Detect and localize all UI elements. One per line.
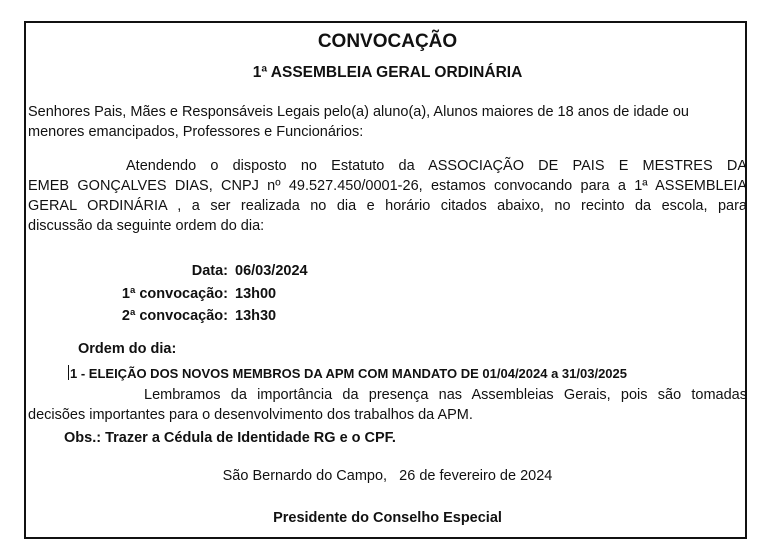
place-date: São Bernardo do Campo, 26 de fevereiro de 2024: [222, 468, 553, 484]
body-line-4: discussão da seguinte ordem do dia:: [28, 218, 265, 234]
body-line-1: Atendendo o disposto no Estatuto da ASSOCIAÇÃO DE PAIS E MESTRES DA: [126, 158, 747, 174]
agenda-heading: Ordem do dia:: [78, 341, 177, 357]
greeting-line-2: menores emancipados, Professores e Funcionários:: [28, 124, 364, 140]
first-call-value: 13h00: [235, 286, 277, 302]
reminder-line-1: Lembramos da importância da presença nas Assembleias Gerais, pois são tomadas: [144, 387, 747, 403]
body-line-3: GERAL ORDINÁRIA , a ser realizada no dia e horário citados abaixo, no recinto da escola, para: [28, 198, 747, 214]
document-frame: [24, 21, 747, 539]
obs-note: Obs.: Trazer a Cédula de Identidade RG e o CPF.: [64, 430, 396, 446]
signature-line: Presidente do Conselho Especial: [273, 510, 502, 526]
document-title: CONVOCAÇÃO: [317, 31, 458, 52]
second-call-label: 2ª convocação:: [121, 308, 228, 324]
document-subtitle: 1ª ASSEMBLEIA GERAL ORDINÁRIA: [252, 64, 523, 81]
reminder-line-2: decisões importantes para o desenvolvimento dos trabalhos da APM.: [28, 407, 473, 423]
agenda-item: [68, 365, 627, 381]
greeting-line-1: Senhores Pais, Mães e Responsáveis Legais pelo(a) aluno(a), Alunos maiores de 18 anos de idade ou: [28, 104, 689, 120]
second-call-value: 13h30: [235, 308, 277, 324]
date-label: Data:: [191, 263, 228, 279]
agenda-item-number: 1: [70, 366, 78, 381]
first-call-label: 1ª convocação:: [121, 286, 228, 302]
body-line-2: EMEB GONÇALVES DIAS, CNPJ nº 49.527.450/0001-26, estamos convocando para a 1ª ASSEMBLEIA: [28, 178, 747, 194]
agenda-item-text: - ELEIÇÃO DOS NOVOS MEMBROS DA APM COM MANDATO DE 01/04/2024 a 31/03/2025: [77, 366, 627, 381]
date-value: 06/03/2024: [235, 263, 308, 279]
text-cursor: [68, 365, 69, 380]
